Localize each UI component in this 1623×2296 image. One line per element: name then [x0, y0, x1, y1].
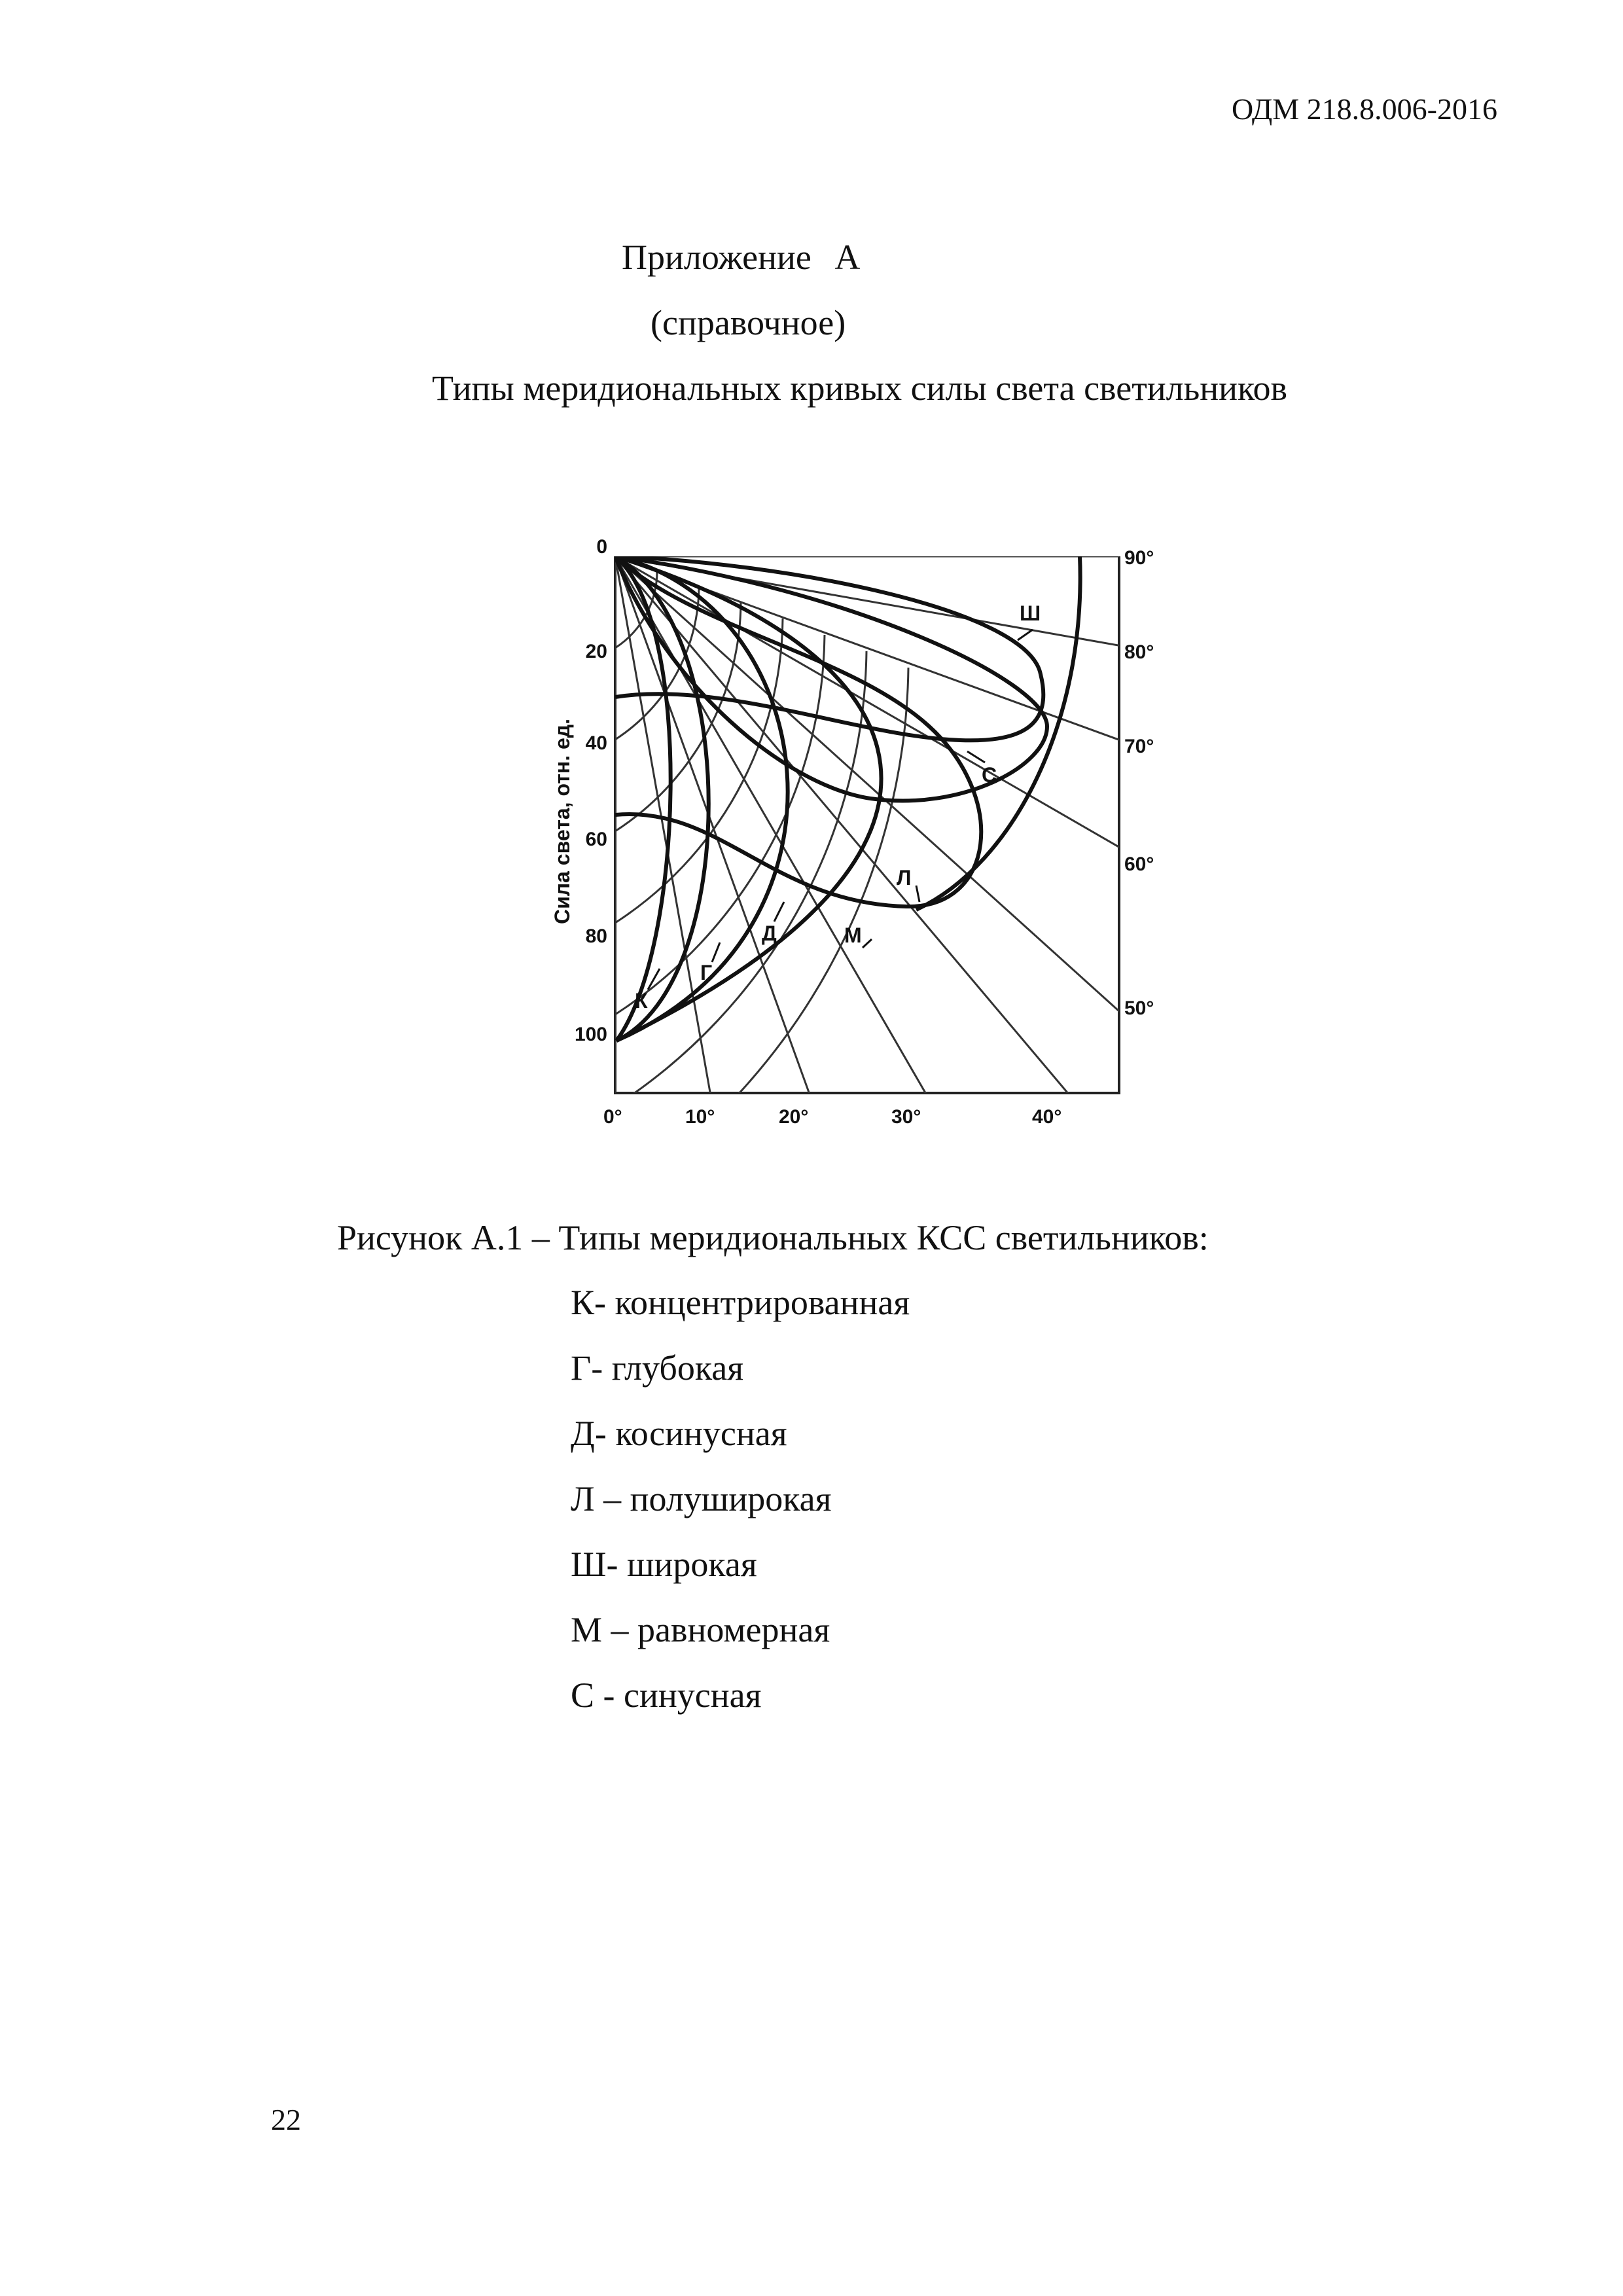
leader-g — [712, 942, 720, 962]
curve-k — [615, 556, 671, 1041]
legend-item-m: М – равномерная — [571, 1610, 830, 1649]
leader-m — [863, 939, 872, 948]
legend-item-d: Д- косинусная — [571, 1414, 787, 1453]
x-tick: 40° — [1032, 1106, 1062, 1128]
figure-caption: Рисунок А.1 – Типы меридиональных КСС светильников: — [337, 1218, 1209, 1257]
document-code: ОДМ 218.8.006-2016 — [1231, 92, 1497, 126]
page-number: 22 — [271, 2103, 301, 2136]
legend-item-g: Г- глубокая — [571, 1348, 744, 1388]
x-tick: 20° — [779, 1106, 809, 1128]
right-tick: 80° — [1124, 641, 1154, 663]
curve-label-sh: Ш — [1020, 601, 1041, 625]
curve-label-s: С — [982, 763, 997, 787]
right-tick: 50° — [1124, 997, 1154, 1019]
appendix-subtitle: (справочное) — [651, 303, 846, 342]
appendix-heading: Типы меридиональных кривых силы света светильников — [432, 368, 1288, 408]
right-tick: 70° — [1124, 736, 1154, 757]
right-tick: 60° — [1124, 853, 1154, 875]
leader-l — [916, 886, 919, 902]
grid-ray — [615, 556, 1126, 1017]
curve-label-d: Д — [762, 922, 777, 945]
curve-label-k: К — [635, 989, 648, 1013]
right-tick: 90° — [1124, 547, 1154, 569]
legend-item-sh: Ш- широкая — [571, 1545, 757, 1584]
curve-label-m: М — [844, 924, 862, 947]
leader-sh — [1018, 630, 1033, 640]
legend-item-l: Л – полуширокая — [571, 1479, 832, 1518]
legend-item-k: К- концентрированная — [571, 1283, 910, 1322]
y-tick: 80 — [585, 925, 607, 947]
leader-d — [774, 902, 784, 922]
y-tick: 100 — [574, 1024, 607, 1045]
grid-arc — [615, 619, 783, 923]
curve-label-l: Л — [897, 866, 912, 889]
legend-item-s: С - синусная — [571, 1676, 762, 1715]
appendix-title: Приложение А — [622, 238, 861, 277]
y-tick: 20 — [585, 641, 607, 662]
x-tick: 30° — [891, 1106, 921, 1128]
curve-label-g: Г — [700, 961, 713, 984]
y-tick: 60 — [585, 829, 607, 850]
y-tick: 0 — [596, 536, 607, 558]
x-tick: 0° — [603, 1106, 622, 1128]
x-tick: 10° — [685, 1106, 715, 1128]
curve-type-legend — [571, 1283, 910, 1741]
grid-arc — [615, 635, 825, 1014]
y-axis-title: Сила света, отн. ед. — [550, 719, 574, 924]
y-tick: 40 — [585, 732, 607, 754]
